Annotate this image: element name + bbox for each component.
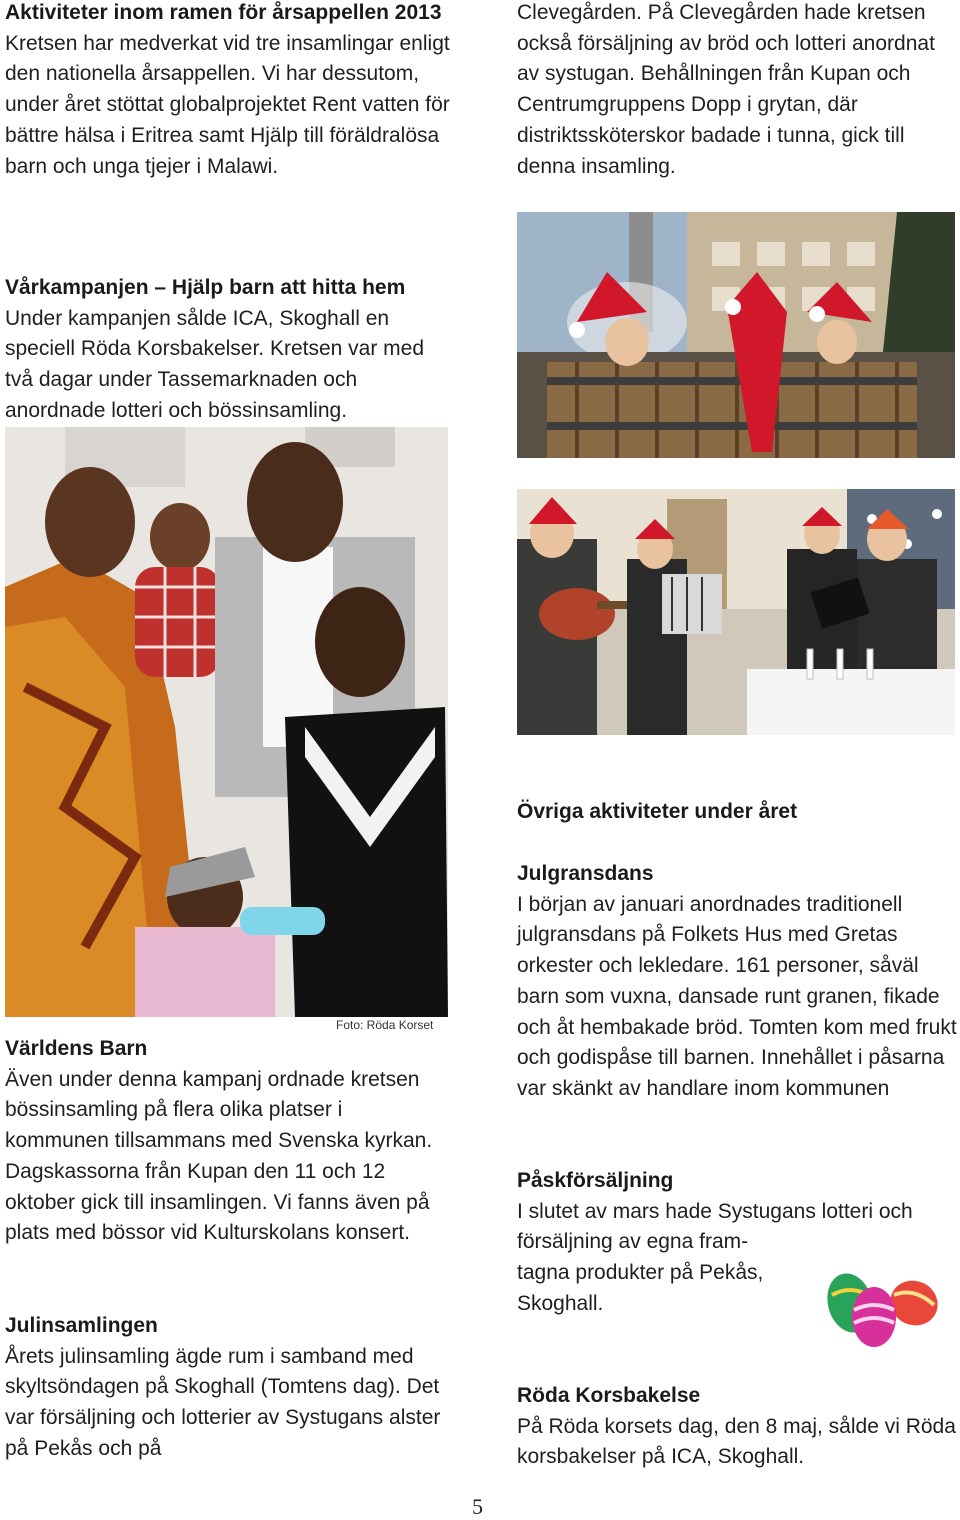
text-varldens-barn: Även under denna kampanj ordnade kretsen bössinsamling på flera olika platser i kommunen tillsammans med Svenska kyrkan. Dagskassorna från Kupan den 11 och 12 oktober gick till insamlingen. Vi fanns även på plats med bössor vid Kulturskolans konsert. — [5, 1067, 433, 1245]
section-varkampanjen — [5, 273, 450, 427]
text-pask-line3: tagna produkter på Pekås, — [517, 1261, 764, 1285]
musicians-photo-image — [517, 489, 955, 735]
family-photo — [5, 427, 448, 1017]
heading-julgransdans: Julgransdans — [517, 862, 654, 885]
text-pask-line1: I slutet av mars hade Systugans lotteri och — [517, 1199, 913, 1223]
section-varldens-barn — [5, 1034, 450, 1249]
text-pask-line4: Skoghall. — [517, 1291, 604, 1315]
section-julgransdans — [517, 859, 957, 1105]
easter-eggs-icon — [822, 1265, 942, 1351]
heading-varldens-barn: Världens Barn — [5, 1037, 148, 1060]
text-pask-line2: försäljning av egna fram- — [517, 1230, 749, 1254]
text-arsappellen: Kretsen har medverkat vid tre insamlingar enligt den nationella årsappellen. Vi har dessutom, under året stöttat globalprojektet Rent vatten för bättre hälsa i Eritrea samt Hjälp till föräldralösa barn och unga tjejer i Malawi. — [5, 31, 450, 178]
heading-ovriga-aktiviteter: Övriga aktiviteter under året — [517, 800, 798, 823]
heading-julinsamlingen: Julinsamlingen — [5, 1314, 158, 1337]
photo-credit: Foto: Röda Korset — [336, 1018, 434, 1032]
heading-roda-korsbakelse: Röda Korsbakelse — [517, 1384, 701, 1407]
heading-arsappellen: Aktiviteter inom ramen för årsappellen 2013 — [5, 1, 442, 24]
section-roda-korsbakelse — [517, 1381, 957, 1473]
easter-eggs-illustration — [822, 1265, 942, 1351]
section-arsappellen — [5, 0, 450, 182]
hot-tub-photo-image — [517, 212, 955, 458]
musicians-photo — [517, 489, 955, 735]
hot-tub-photo — [517, 212, 955, 458]
text-clevegarden: Clevegården. På Clevegården hade kretsen också försäljning av bröd och lotteri anordnat av systugan. Behållningen från Kupan och Centrumgruppens Dopp i grytan, där distriktssköterskor badade i tunna, gick till denna insamling. — [517, 1, 935, 178]
section-clevegarden — [517, 0, 957, 182]
text-julinsamlingen: Årets julinsamling ägde rum i samband med skyltsöndagen på Skoghall (Tomtens dag). Det var försäljning och lotterier av Systugans alster på Pekås och på — [5, 1344, 441, 1460]
text-roda-korsbakelse: På Röda korsets dag, den 8 maj, sålde vi Röda korsbakelser på ICA, Skoghall. — [517, 1414, 956, 1469]
text-varkampanjen: Under kampanjen sålde ICA, Skoghall en speciell Röda Korsbakelser. Kretsen var med två dagar under Tassemarknaden och anordnade lotteri och bössinsamling. — [5, 306, 425, 422]
heading-varkampanjen: Vårkampanjen – Hjälp barn att hitta hem — [5, 276, 406, 299]
section-julinsamlingen — [5, 1311, 450, 1465]
heading-paskforsaljning: Påskförsäljning — [517, 1169, 674, 1192]
page-number: 5 — [472, 1494, 483, 1519]
family-photo-image — [5, 427, 448, 1017]
text-julgransdans: I början av januari anordnades traditionell julgransdans på Folkets Hus med Gretas orkester och lekledare. 161 personer, såväl barn som vuxna, dansade runt granen, fikade och åt hembakade bröd. Tomten kom med frukt och godispåse till barnen. Innehållet i påsarna var skänkt av handlare inom kommunen — [517, 892, 957, 1100]
